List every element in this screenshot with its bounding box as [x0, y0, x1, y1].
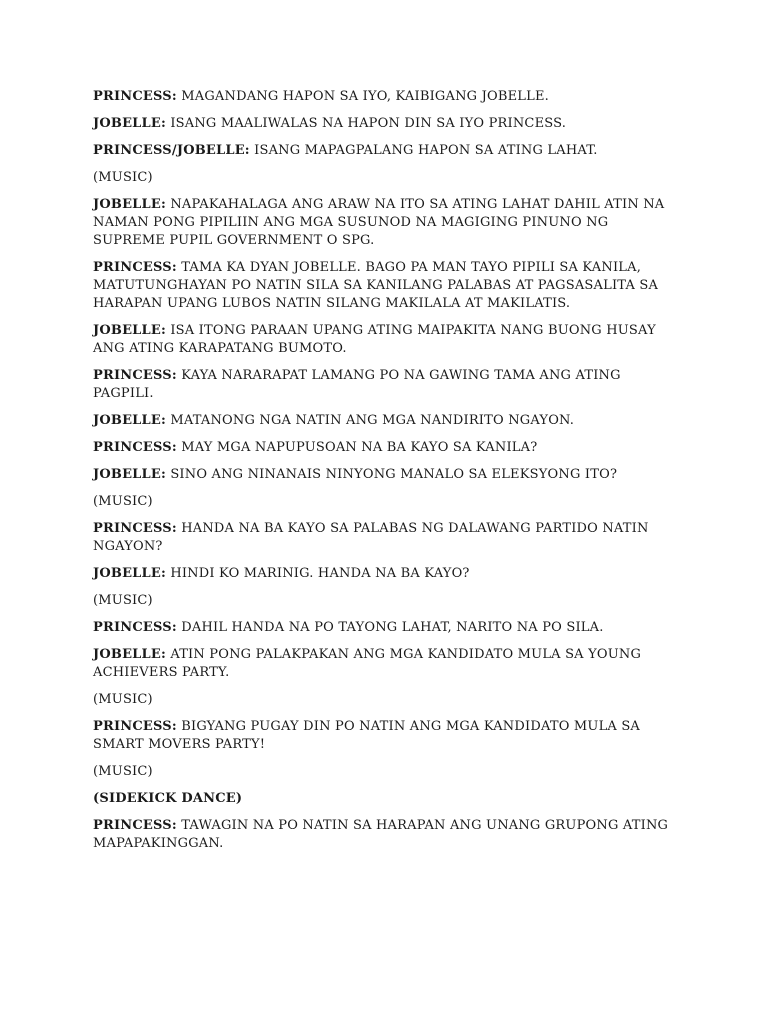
dialogue-line: [93, 439, 683, 457]
speaker-name: PRINCESS:: [93, 440, 177, 455]
stage-cue: [93, 691, 683, 709]
cue-text: (MUSIC): [93, 764, 153, 779]
dialogue-line: [93, 412, 683, 430]
dialogue-text: HANDA NA BA KAYO SA PALABAS NG DALAWANG PARTIDO NATIN NGAYON?: [93, 521, 649, 554]
speaker-name: PRINCESS:: [93, 368, 177, 383]
cue-text: (MUSIC): [93, 170, 153, 185]
speaker-name: JOBELLE:: [93, 413, 166, 428]
speaker-name: JOBELLE:: [93, 197, 166, 212]
dialogue-line: [93, 466, 683, 484]
speaker-name: JOBELLE:: [93, 467, 166, 482]
speaker-name: PRINCESS:: [93, 620, 177, 635]
speaker-name: PRINCESS:: [93, 818, 177, 833]
stage-cue: [93, 493, 683, 511]
dialogue-text: TAWAGIN NA PO NATIN SA HARAPAN ANG UNANG GRUPONG ATING MAPAPAKINGGAN.: [93, 818, 669, 851]
dialogue-text: ISA ITONG PARAAN UPANG ATING MAIPAKITA NANG BUONG HUSAY ANG ATING KARAPATANG BUMOTO.: [93, 323, 656, 356]
dialogue-line: [93, 88, 683, 106]
dialogue-text: MAY MGA NAPUPUSOAN NA BA KAYO SA KANILA?: [181, 440, 538, 455]
stage-cue: [93, 169, 683, 187]
cue-text: (MUSIC): [93, 593, 153, 608]
dialogue-text: KAYA NARARAPAT LAMANG PO NA GAWING TAMA ANG ATING PAGPILI.: [93, 368, 621, 401]
dialogue-text: BIGYANG PUGAY DIN PO NATIN ANG MGA KANDIDATO MULA SA SMART MOVERS PARTY!: [93, 719, 641, 752]
speaker-name: PRINCESS/JOBELLE:: [93, 143, 250, 158]
script-document: [93, 88, 683, 862]
cue-text: (MUSIC): [93, 494, 153, 509]
speaker-name: JOBELLE:: [93, 116, 166, 131]
dialogue-text: NAPAKAHALAGA ANG ARAW NA ITO SA ATING LAHAT DAHIL ATIN NA NAMAN PONG PIPILIIN ANG MGA SUSUNOD NA MAGIGING PINUNO NG SUPREME PUPIL GOVERNMENT O SPG.: [93, 197, 665, 248]
dialogue-line: [93, 115, 683, 133]
dialogue-text: HINDI KO MARINIG. HANDA NA BA KAYO?: [170, 566, 470, 581]
dialogue-line: [93, 367, 683, 403]
dialogue-text: MATANONG NGA NATIN ANG MGA NANDIRITO NGAYON.: [170, 413, 575, 428]
dialogue-line: [93, 322, 683, 358]
cue-text: (SIDEKICK DANCE): [93, 791, 243, 806]
dialogue-line: [93, 646, 683, 682]
dialogue-text: MAGANDANG HAPON SA IYO, KAIBIGANG JOBELLE.: [181, 89, 549, 104]
stage-cue: [93, 763, 683, 781]
speaker-name: JOBELLE:: [93, 566, 166, 581]
speaker-name: PRINCESS:: [93, 260, 177, 275]
dialogue-line: [93, 259, 683, 313]
cue-text: (MUSIC): [93, 692, 153, 707]
stage-cue: [93, 790, 683, 808]
dialogue-text: TAMA KA DYAN JOBELLE. BAGO PA MAN TAYO PIPILI SA KANILA, MATUTUNGHAYAN PO NATIN SILA SA KANILANG PALABAS AT PAGSASALITA SA HARAPAN UPANG LUBOS NATIN SILANG MAKILALA AT MAKILATIS.: [93, 260, 659, 311]
speaker-name: PRINCESS:: [93, 521, 177, 536]
dialogue-text: ISANG MAPAGPALANG HAPON SA ATING LAHAT.: [254, 143, 598, 158]
dialogue-text: ISANG MAALIWALAS NA HAPON DIN SA IYO PRINCESS.: [170, 116, 567, 131]
dialogue-text: ATIN PONG PALAKPAKAN ANG MGA KANDIDATO MULA SA YOUNG ACHIEVERS PARTY.: [93, 647, 642, 680]
speaker-name: JOBELLE:: [93, 647, 166, 662]
speaker-name: PRINCESS:: [93, 719, 177, 734]
dialogue-line: [93, 619, 683, 637]
dialogue-line: [93, 142, 683, 160]
stage-cue: [93, 592, 683, 610]
speaker-name: PRINCESS:: [93, 89, 177, 104]
dialogue-text: DAHIL HANDA NA PO TAYONG LAHAT, NARITO NA PO SILA.: [181, 620, 604, 635]
dialogue-line: [93, 196, 683, 250]
dialogue-text: SINO ANG NINANAIS NINYONG MANALO SA ELEKSYONG ITO?: [170, 467, 618, 482]
dialogue-line: [93, 817, 683, 853]
dialogue-line: [93, 520, 683, 556]
speaker-name: JOBELLE:: [93, 323, 166, 338]
dialogue-line: [93, 718, 683, 754]
dialogue-line: [93, 565, 683, 583]
